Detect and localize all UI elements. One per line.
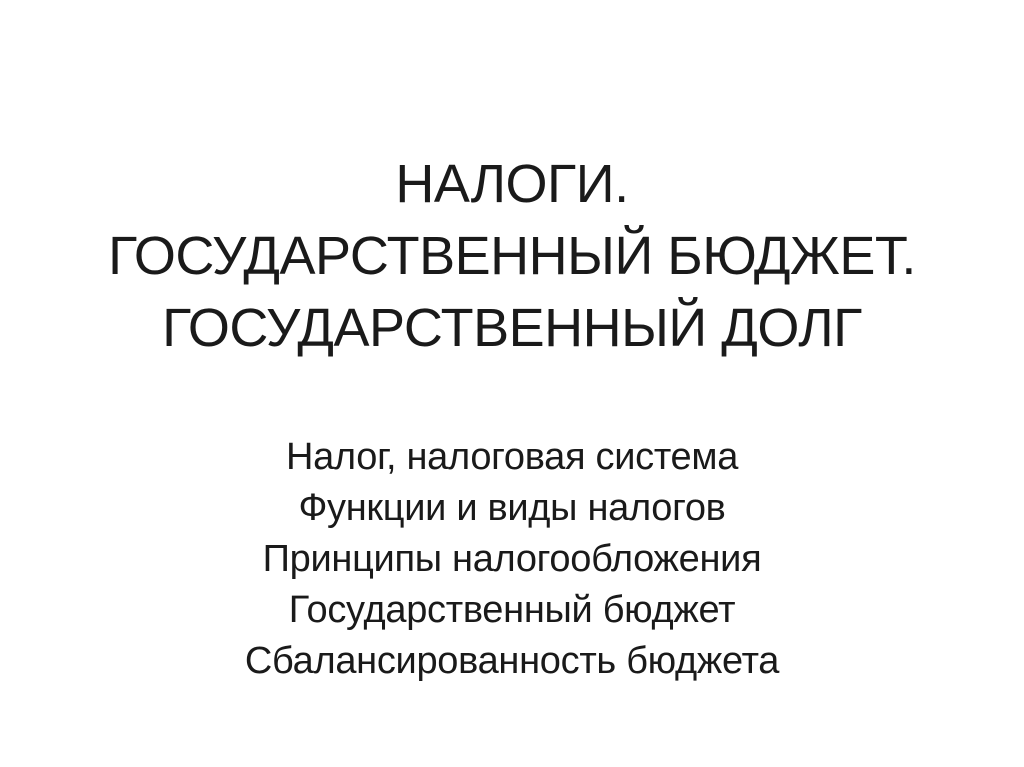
subtitle-line-3: Принципы налогообложения xyxy=(262,538,762,580)
title-line-1: НАЛОГИ. xyxy=(395,154,629,214)
subtitle-line-1: Налог, налоговая система xyxy=(285,436,739,478)
subtitle-line-2: Функции и виды налогов xyxy=(298,487,726,529)
title-line-2: ГОСУДАРСТВЕННЫЙ БЮДЖЕТ. xyxy=(108,226,916,286)
subtitle-line-5: Сбалансированность бюджета xyxy=(244,640,780,682)
title-line-3: ГОСУДАРСТВЕННЫЙ ДОЛГ xyxy=(162,298,862,358)
slide-subtitle xyxy=(0,432,1024,687)
subtitle-line-4: Государственный бюджет xyxy=(288,589,736,631)
slide-title xyxy=(0,148,1024,364)
